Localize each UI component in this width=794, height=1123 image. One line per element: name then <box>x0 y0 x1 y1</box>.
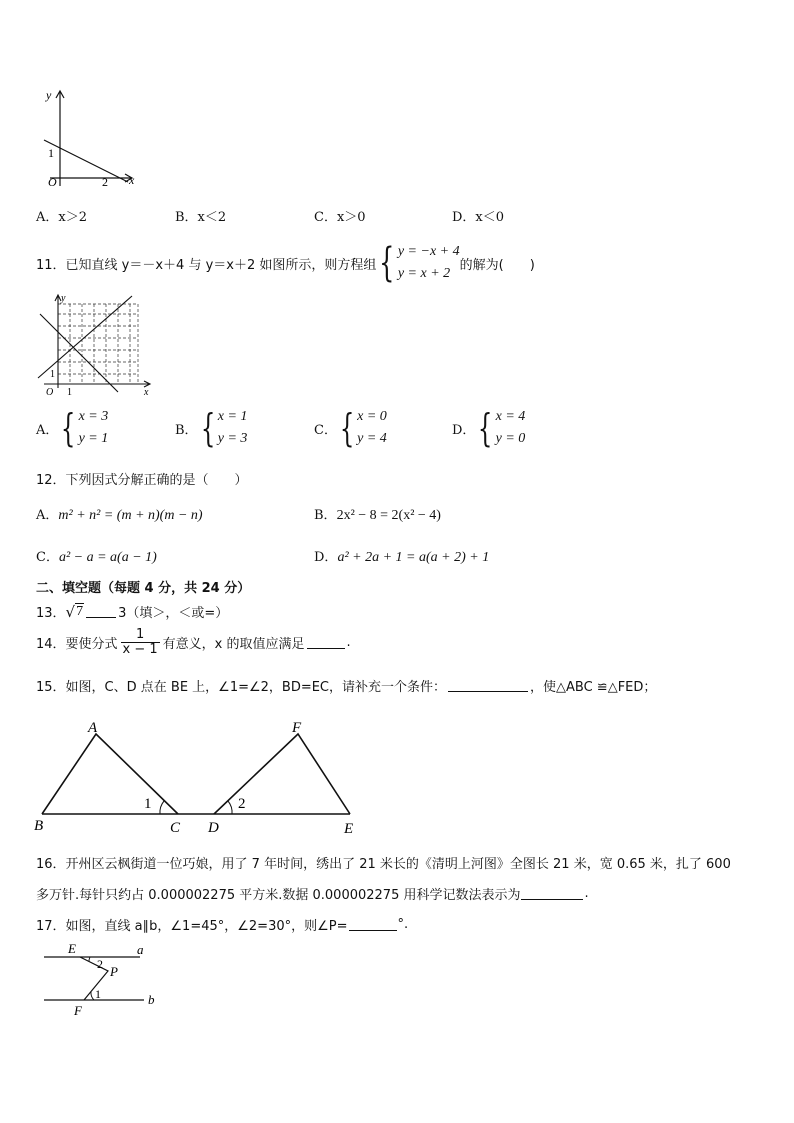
q16-line2: 多万针.每针只约占 0.000002275 平方米.数据 0.000002275 用科学记数法表示为 . <box>36 886 589 903</box>
brace-icon: { <box>61 406 76 450</box>
q13-answer-blank[interactable] <box>86 605 116 618</box>
label-y: y <box>61 293 66 304</box>
broken-line-epf <box>80 957 108 1000</box>
q11-option-a: A． { x = 3 y = 1 <box>36 406 109 450</box>
label-y: y <box>46 88 52 102</box>
q10-option-d: D．x＜0 <box>452 210 505 225</box>
brace-icon: { <box>339 406 355 450</box>
label-x: x <box>129 173 135 187</box>
q10-option-a: A．x＞2 <box>36 210 87 225</box>
label-E: E <box>68 941 76 956</box>
q12-stem: 12．下列因式分解正确的是（ ） <box>36 473 248 488</box>
label-a: a <box>137 942 144 957</box>
triangle-abc <box>42 734 178 814</box>
label-angle-2: 2 <box>238 796 246 812</box>
q11-eq2: y = x + 2 <box>397 266 451 281</box>
q15-answer-blank[interactable] <box>448 679 528 692</box>
label-E: E <box>344 821 354 837</box>
q10-option-b: B．x＜2 <box>175 210 227 225</box>
q11-option-d: D． { x = 4 y = 0 <box>452 406 526 450</box>
q11-option-c: C． { x = 0 y = 4 <box>314 406 387 450</box>
label-D: D <box>208 820 219 836</box>
label-F: F <box>74 1003 82 1018</box>
q16-answer-blank[interactable] <box>521 887 583 900</box>
label-B: B <box>34 818 44 834</box>
q12-option-d: D．a² + 2a + 1 = a(a + 2) + 1 <box>314 550 490 565</box>
brace-icon: { <box>478 406 493 450</box>
label-angle-1: 1 <box>144 796 152 812</box>
angle-1-arc <box>91 992 94 1000</box>
label-angle-2: 2 <box>97 957 103 971</box>
label-origin: O <box>48 175 57 189</box>
label-b: b <box>148 992 155 1007</box>
q15: 15．如图，C、D 点在 BE 上，∠1=∠2，BD=EC，请补充一个条件： ，使△ABC ≌△FED； <box>36 680 657 695</box>
q13: 13． √ 7 3（填＞，＜或=） <box>36 602 229 621</box>
q10-option-c: C．x＞0 <box>314 210 366 225</box>
label-2: 2 <box>102 175 108 189</box>
q11-prefix: 11．已知直线 y＝－x＋4 与 y＝x＋2 如图所示，则方程组 <box>36 257 377 273</box>
label-origin: O <box>46 387 54 398</box>
q16-line1: 16．开州区云枫街道一位巧娘，用了 7 年时间，绣出了 21 米长的《清明上河图》全图长 21 米，宽 0.65 米，扎了 600 <box>36 857 731 872</box>
q14-answer-blank[interactable] <box>307 636 345 649</box>
q11-stem <box>36 240 535 286</box>
q17-answer-blank[interactable] <box>349 918 397 931</box>
brace-icon: { <box>200 406 215 450</box>
q17: 17．如图，直线 a∥b，∠1=45°，∠2=30°，则∠P= °. <box>36 917 409 934</box>
angle-1-arc <box>160 801 164 814</box>
q10-graph <box>36 86 146 192</box>
q15-figure <box>32 716 372 840</box>
fraction: $\frac{1}{x - 1}$ <box>122 627 158 658</box>
angle-2-arc <box>228 801 232 814</box>
section-heading: 二、填空题（每题 4 分，共 24 分） <box>36 581 251 596</box>
label-C: C <box>170 820 181 836</box>
q11-graph <box>36 292 156 398</box>
sqrt-icon: √ <box>65 602 76 621</box>
q17-figure <box>40 940 170 1020</box>
q11-option-b: B． { x = 1 y = 3 <box>175 406 248 450</box>
q12-option-b: B．2x² − 8 = 2(x² − 4) <box>314 508 441 523</box>
q13-radicand: 7 <box>76 604 84 619</box>
label-P: P <box>110 964 118 979</box>
q14: 14．要使分式 $\frac{1}{x - 1}$ 有意义，x 的取值应满足 . <box>36 627 351 658</box>
q11-eq1: y = −x + 4 <box>397 244 460 259</box>
label-1y: 1 <box>50 369 55 380</box>
label-F: F <box>292 720 302 736</box>
label-1x: 1 <box>67 387 72 398</box>
label-angle-1: 1 <box>95 987 101 1001</box>
label-1: 1 <box>48 146 54 160</box>
q12-option-a: A．m² + n² = (m + n)(m − n) <box>36 508 203 523</box>
q12-option-c: C．a² − a = a(a − 1) <box>36 550 157 565</box>
label-A: A <box>88 720 98 736</box>
q11-suffix: 的解为( ) <box>459 257 535 273</box>
q11-system <box>398 241 460 285</box>
triangle-fed <box>214 734 350 814</box>
label-x: x <box>144 387 149 398</box>
brace-icon: { <box>379 240 395 286</box>
